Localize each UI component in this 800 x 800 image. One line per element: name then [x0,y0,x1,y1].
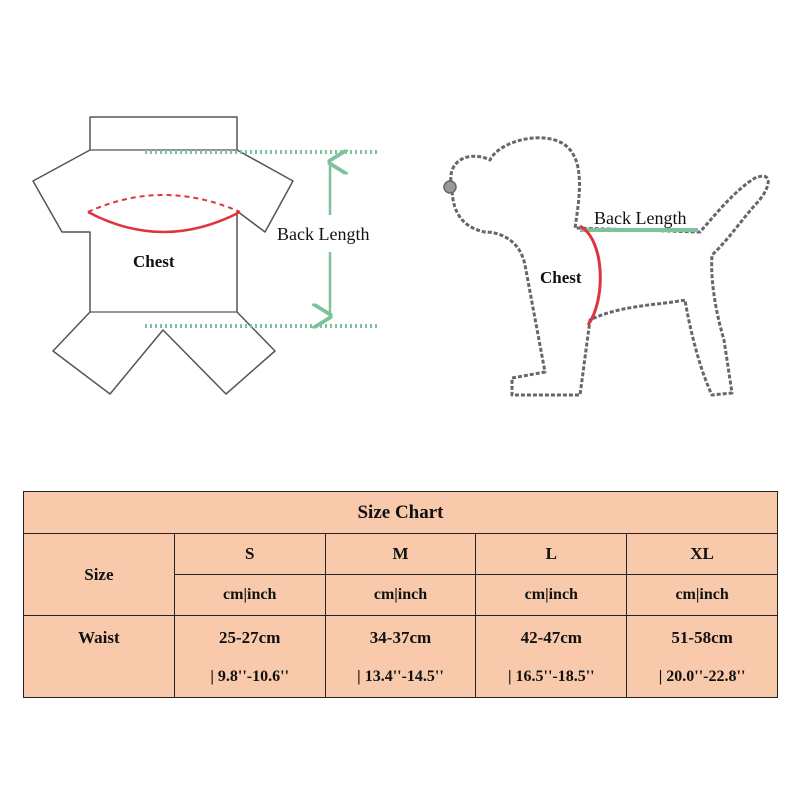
waist-cm-xl: 51-58cm [671,627,733,647]
waist-inch-l: | 16.5''-18.5'' [507,667,595,685]
dog-chest-curve [580,226,600,325]
dog-diagram [444,138,768,395]
waist-row-header [24,616,175,698]
shirt-chest-label: Chest [133,252,175,271]
unit-label-s: cm|inch [174,575,325,616]
waist-inch-m: | 13.4''-14.5'' [357,667,444,685]
unit-label-l: cm|inch [476,575,627,616]
waist-inch-s: | 9.8''-10.6'' [210,667,290,685]
waist-value-m [325,616,476,698]
waist-value-l [476,616,627,698]
waist-value-s [174,616,325,698]
unit-label-xl: cm|inch [627,575,778,616]
shirt-diagram [33,117,380,394]
size-label-l: L [476,534,627,575]
size-chart-title: Size Chart [24,492,778,534]
size-label-m: M [325,534,476,575]
waist-inch-xl: | 20.0''-22.8'' [658,667,746,685]
size-row-header: Size [24,534,175,616]
waist-cm-l: 42-47cm [520,627,582,647]
size-label-xl: XL [627,534,778,575]
dog-chest-label: Chest [540,268,582,287]
size-label-s: S [174,534,325,575]
size-chart-table [23,491,778,698]
shirt-back-length-label: Back Length [277,224,370,244]
dog-nose-icon [444,181,456,193]
waist-label: Waist [78,627,120,647]
unit-label-m: cm|inch [325,575,476,616]
dog-back-length-label: Back Length [594,208,687,228]
waist-value-xl [627,616,778,698]
waist-cm-s: 25-27cm [219,627,281,647]
dog-outline [451,138,768,395]
waist-cm-m: 34-37cm [369,627,432,647]
